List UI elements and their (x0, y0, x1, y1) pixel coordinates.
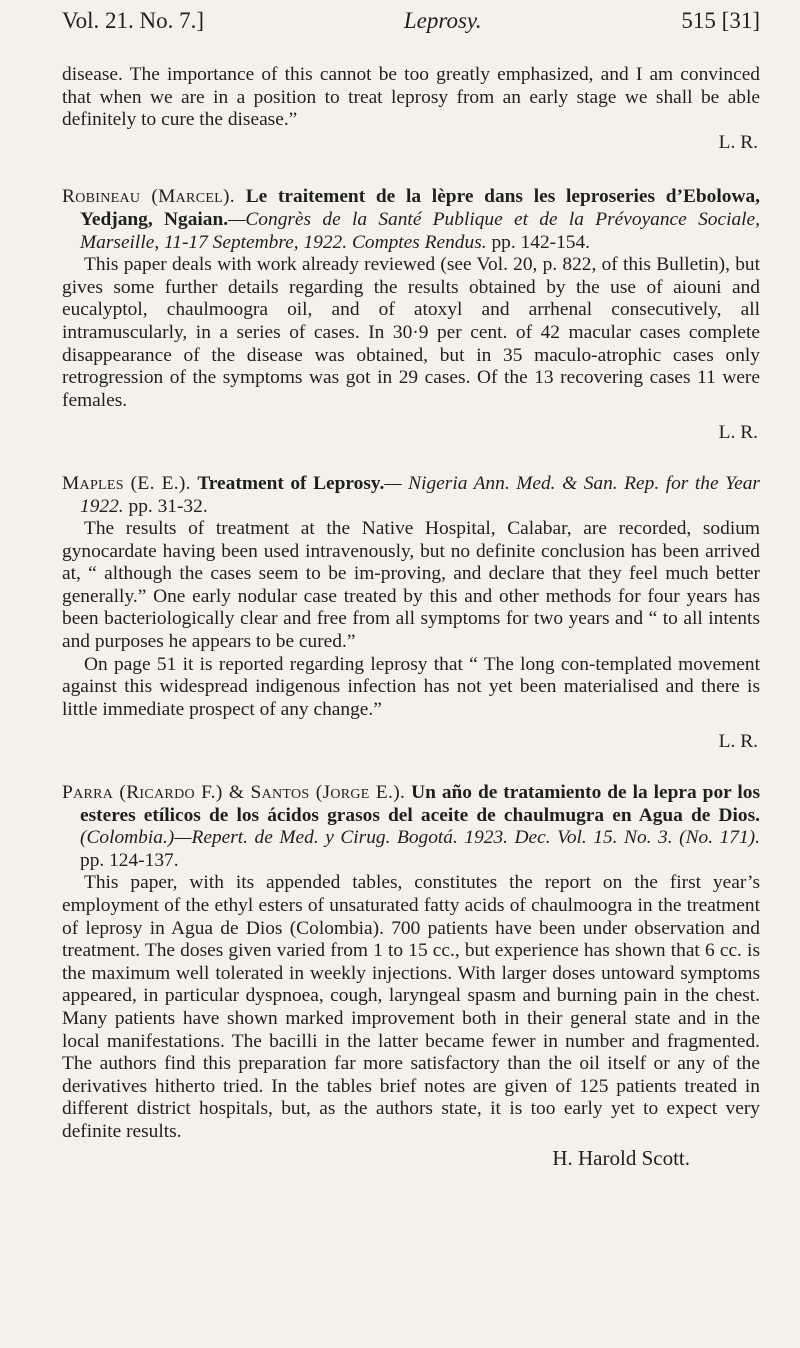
reviewer-signature: L. R. (718, 731, 758, 753)
abstract-entry (62, 186, 760, 445)
author: Parra (Ricardo F.) & Santos (Jorge E.). (62, 782, 406, 804)
pages: pp. 31-32. (128, 495, 208, 517)
pages: pp. 124-137. (80, 849, 179, 871)
source: (Colombia.)—Repert. de Med. y Cirug. Bogotá. 1923. Dec. Vol. 15. No. 3. (No. 171). (80, 827, 760, 849)
abstract-body: This paper, with its appended tables, constitutes the report on the first year’s employment of the ethyl esters of unsaturated fatty acids of chaulmoogra in the treatment of leprosy in Agua de Dios (Colombia). 700 patients have been under observation and treatment. The doses given varied from 1 to 15 cc., but experience has shown that 6 cc. is the maximum well tolerated in weekly injections. With larger doses untoward symptoms appeared, in particular dyspnoea, cough, laryngeal spasm and burning pain in the chest. Many patients have shown marked improvement both in their general state and in the local manifestations. The bacilli in the latter became fewer in number and fragmented. The authors find this preparation far more satisfactory than the oil itself or any of the derivatives hitherto tried. In the tables brief notes are given of 125 patients treated in different district hospitals, but, as the authors state, it is too early yet to expect very definite results. (62, 872, 760, 1142)
reviewer-signature: H. Harold Scott. (552, 1145, 690, 1170)
abstract-continuation (62, 64, 760, 154)
reviewer-signature: L. R. (718, 422, 758, 444)
citation (62, 782, 760, 872)
abstract-body: This paper deals with work already reviewed (see Vol. 20, p. 822, of this Bulletin), but gives some further details regarding the results obtained by the use of aiouni and eucalyptol, chaulmoogra oil, and of atoxyl and arrhenal consecutively, all intramuscularly, in a series of cases. In 30·9 per cent. of 42 macular cases complete disappearance of the disease was obtained, but in 35 maculo-atrophic cases only retrogression of the symptoms was got in 29 cases. Of the 13 recovering cases 11 were females. (62, 254, 760, 411)
abstract-entry (62, 782, 760, 1171)
article-title: Treatment of Leprosy. (197, 472, 385, 494)
pages: pp. 142-154. (491, 231, 591, 253)
source: —Congrès de la Santé Publique et de la Prévoyance Sociale, Marseille, 11-17 Septembre, 1922. Comptes Rendus. (80, 208, 760, 253)
author: Maples (E. E.). (62, 472, 191, 494)
reviewer-signature: L. R. (718, 131, 758, 153)
author: Robineau (Marcel). (62, 186, 235, 208)
running-head (62, 8, 760, 34)
page-number: 515 [31] (681, 8, 760, 33)
abstract-body: The results of treatment at the Native Hospital, Calabar, are recorded, sodium gynocardate having been used intravenously, but no definite conclusion has been arrived at, “ although the cases seem to be im-proving, and declare that they feel much better generally.” One early nodular case treated by this and other methods for four years has been bacteriologically clear and free from all symptoms for two years and “ to all intents and purposes he appears to be cured.” (62, 518, 760, 653)
citation (62, 473, 760, 518)
abstract-entry (62, 473, 760, 754)
section-subject: Leprosy. (403, 8, 482, 33)
article-title: Le traitement de la lèpre dans les leproseries d’Ebolowa, Yedjang, Ngaian. (80, 186, 760, 230)
continuation-text: disease. The importance of this cannot be too greatly emphasized, and I am convinced that when we are in a position to treat leprosy from an early stage we shall be able definitely to cure the disease.” (62, 64, 760, 131)
citation (62, 186, 760, 254)
abstract-body-continued: On page 51 it is reported regarding leprosy that “ The long con-templated movement against this widespread indigenous infection has not yet been materialised and there is little immediate prospect of any change.” (62, 653, 760, 720)
source: — Nigeria Ann. Med. & San. Rep. for the Year 1922. (80, 472, 760, 517)
article-title: Un año de tratamiento de la lepra por los esteres etílicos de los ácidos grasos del aceite de chaulmugra en Agua de Dios. (80, 782, 760, 826)
volume-issue: Vol. 21. No. 7.] (62, 8, 205, 33)
